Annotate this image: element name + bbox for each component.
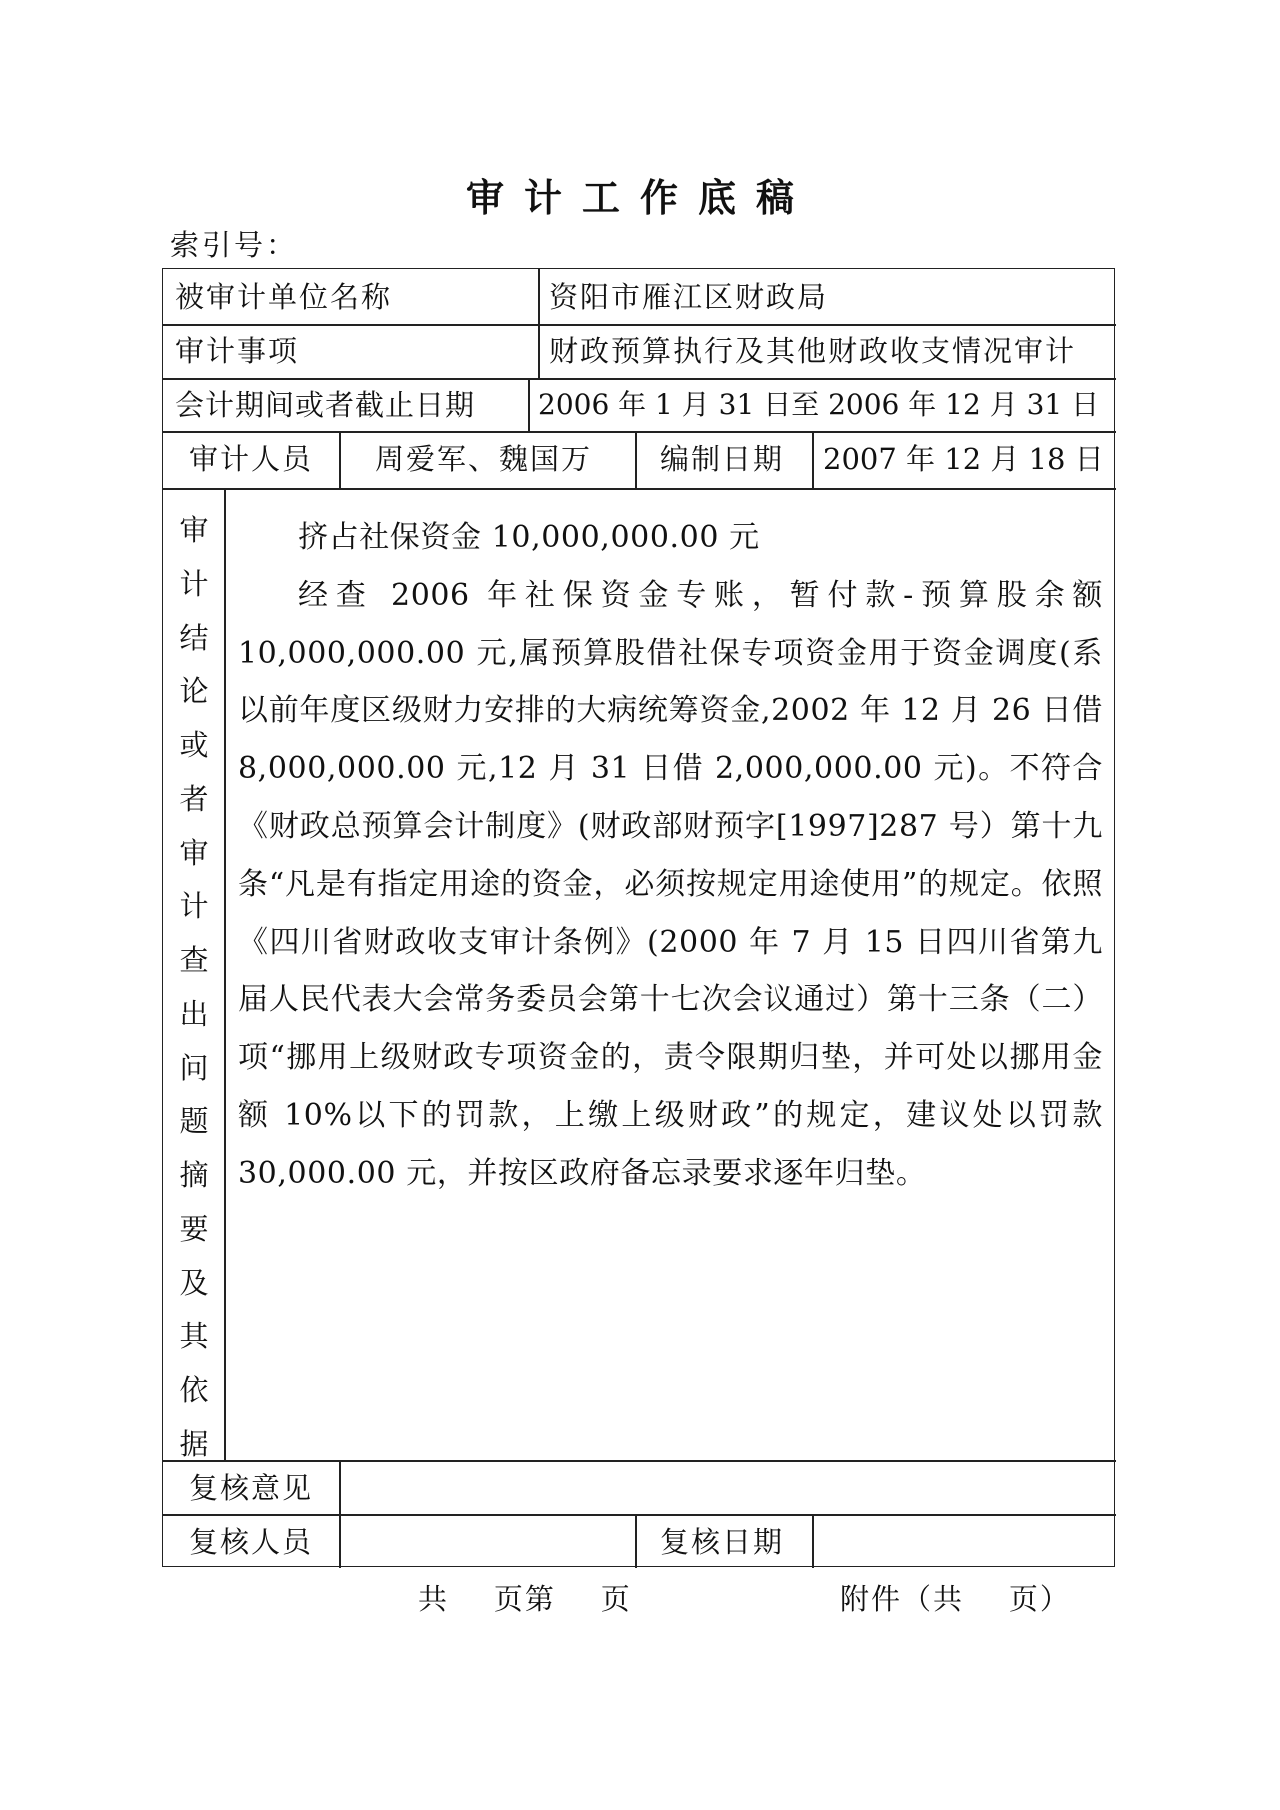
row-divider <box>163 488 1116 490</box>
row-divider <box>163 324 1116 326</box>
vertical-label-char: 出 <box>179 996 209 1031</box>
conclusion-body <box>238 509 1103 1203</box>
vertical-label-char: 题 <box>179 1104 209 1139</box>
column-divider <box>339 431 341 488</box>
column-divider <box>538 269 540 378</box>
review-opinion-label: 复核意见 <box>189 1471 314 1505</box>
page-title: 审计工作底稿 <box>465 175 814 220</box>
vertical-label-char: 审 <box>179 513 209 547</box>
vertical-label-char: 论 <box>179 674 209 709</box>
vertical-label-char: 问 <box>179 1050 209 1085</box>
vertical-label-char: 结 <box>179 620 209 655</box>
vertical-label-char: 及 <box>179 1265 209 1300</box>
audit-form-table <box>162 268 1115 1567</box>
column-divider <box>812 431 814 488</box>
row-divider <box>163 1514 1116 1516</box>
row-divider <box>163 378 1116 380</box>
auditors-label: 审计人员 <box>189 442 314 476</box>
prepared-date-label: 编制日期 <box>660 442 785 476</box>
vertical-label-char: 或 <box>179 728 209 762</box>
column-divider <box>635 431 637 488</box>
vertical-label-char: 审 <box>179 835 209 870</box>
reviewer-label: 复核人员 <box>189 1525 314 1559</box>
audited-unit-label: 被审计单位名称 <box>175 280 393 314</box>
prepared-date-value: 2007 年 12 月 18 日 <box>823 442 1104 476</box>
vertical-label-char: 摘 <box>179 1158 209 1192</box>
vertical-label-char: 计 <box>179 566 209 601</box>
column-divider <box>339 1460 341 1568</box>
auditors-value: 周爱军、魏国万 <box>375 442 593 476</box>
accounting-period-label: 会计期间或者截止日期 <box>175 388 476 422</box>
vertical-label-char: 依 <box>179 1373 209 1407</box>
accounting-period-value: 2006 年 1 月 31 日至 2006 年 12 月 31 日 <box>538 388 1100 421</box>
index-number-label: 索引号： <box>170 228 299 262</box>
vertical-label-char: 要 <box>179 1211 209 1246</box>
vertical-label-char: 查 <box>179 943 209 977</box>
audited-unit-value: 资阳市雁江区财政局 <box>549 280 829 314</box>
audit-matter-value: 财政预算执行及其他财政收支情况审计 <box>549 334 1077 368</box>
vertical-label-char: 计 <box>179 889 209 924</box>
attachment-count: 附件（共 页） <box>840 1582 1071 1616</box>
page-count: 共 页第 页 <box>418 1582 632 1616</box>
row-divider <box>163 431 1116 433</box>
vertical-label-char: 者 <box>179 781 209 816</box>
vertical-label-char: 据 <box>179 1426 209 1461</box>
finding-heading: 挤占社保资金 10,000,000.00 元 <box>298 520 760 555</box>
review-date-label: 复核日期 <box>660 1525 785 1559</box>
finding-detail: 经查 2006 年社保资金专账，暂付款-预算股余额 10,000,000.00 元,属预算股借社保专项资金用于资金调度(系以前年度区级财力安排的大病统筹资金,2002 年 12 月 26 日借 8,000,000.00 元,12 月 31 日借 2,000,000.00 元)。不符合《财政总预算会计制度》(财政部财预字[1997]287 号）第十九条“凡是有指定用途的资金，必须按规定用途使用”的规定。依照《四川省财政收支审计条例》(2000 年 7 月 15 日四川省第九届人民代表大会常务委员会第十七次会议通过）第十三条（二）项“挪用上级财政专项资金的，责令限期归垫，并可处以挪用金额 10%以下的罚款，上缴上级财政”的规定，建议处以罚款 30,000.00 元，并按区政府备忘录要求逐年归垫。 <box>238 577 1103 1191</box>
audit-matter-label: 审计事项 <box>175 334 300 368</box>
column-divider <box>528 378 530 431</box>
column-divider <box>812 1514 814 1568</box>
column-divider <box>635 1514 637 1568</box>
vertical-label-char: 其 <box>179 1319 209 1354</box>
conclusion-vertical-label <box>163 500 225 1470</box>
row-divider <box>163 1460 1116 1462</box>
